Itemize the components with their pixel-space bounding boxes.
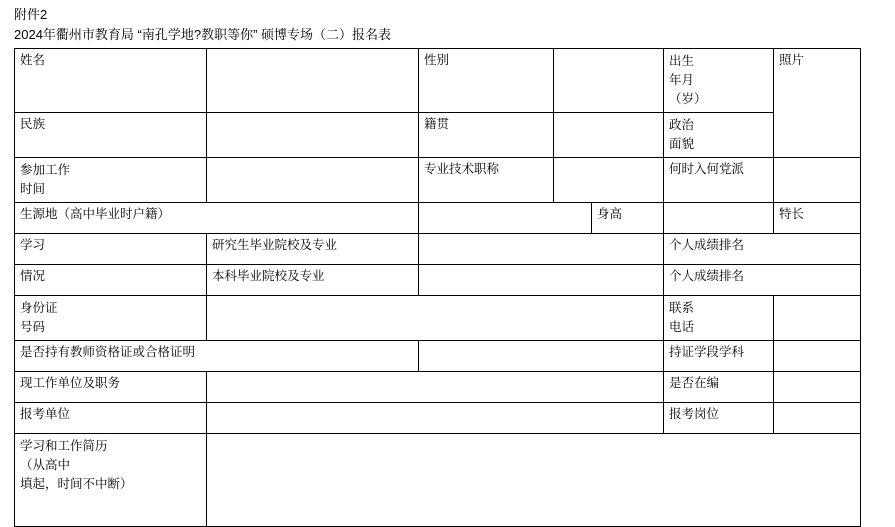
cell-gender-label: 性别 [419,49,554,113]
table-row [15,403,861,434]
cell-work-start-label [15,158,207,203]
cell-native-place-value[interactable] [554,113,664,158]
work-start-label-line2: 时间 [20,182,46,196]
cell-current-unit-value[interactable] [207,372,664,403]
cell-id-label [15,296,207,341]
id-label-line2: 号码 [20,320,46,334]
cell-study-label-line1: 学习 [15,234,207,265]
table-row [15,49,861,113]
cell-staffing-label: 是否在编 [664,372,774,403]
cell-work-start-value[interactable] [207,158,419,203]
id-label-line1: 身份证 [20,301,58,315]
cell-contact-value[interactable] [774,296,861,341]
cell-birth-label [664,49,774,113]
cell-party-value[interactable] [774,158,861,203]
cell-native-place-label: 籍贯 [419,113,554,158]
cell-cert-stage-label: 持证学段学科 [664,341,774,372]
cell-height-label: 身高 [592,203,664,234]
document-title: 2024年衢州市教育局 “南孔学地?教职等你” 硕博专场（二）报名表 [14,27,392,42]
cell-undergrad-rank-label: 个人成绩排名 [664,265,861,296]
table-row [15,341,861,372]
contact-label-line1: 联系 [669,301,695,315]
cell-apply-post-value[interactable] [774,403,861,434]
cell-name-label: 姓名 [15,49,207,113]
history-label-line1: 学习和工作简历 [20,439,108,453]
cell-grad-school-label: 研究生毕业院校及专业 [207,234,419,265]
cell-party-label: 何时入何党派 [664,158,774,203]
history-label-line3: 填起，时间不中断） [20,477,133,491]
political-label-line2: 面貌 [669,137,695,151]
history-label-line2: （从高中 [20,458,71,472]
cell-apply-unit-label: 报考单位 [15,403,207,434]
cell-apply-post-label: 报考岗位 [664,403,774,434]
cell-photo-label: 照片 [774,49,861,158]
cell-ethnicity-label: 民族 [15,113,207,158]
cell-contact-label [664,296,774,341]
cell-history-value[interactable] [207,434,861,527]
cell-grad-school-value[interactable] [419,234,664,265]
contact-label-line2: 电话 [669,320,695,334]
political-label-line1: 政治 [669,118,695,132]
table-row [15,234,861,265]
cell-prof-title-label: 专业技术职称 [419,158,554,203]
cell-id-value[interactable] [207,296,664,341]
registration-form-table [14,48,861,527]
table-row [15,203,861,234]
cell-undergrad-school-label: 本科毕业院校及专业 [207,265,419,296]
cell-prof-title-value[interactable] [554,158,664,203]
cell-history-label [15,434,207,527]
cell-gender-value[interactable] [554,49,664,113]
cell-teacher-cert-label: 是否持有教师资格证或合格证明 [15,341,419,372]
cell-height-value[interactable] [664,203,774,234]
cell-undergrad-school-value[interactable] [419,265,664,296]
cell-origin-label: 生源地（高中毕业时户籍） [15,203,419,234]
table-row [15,113,861,158]
table-row [15,296,861,341]
cell-ethnicity-value[interactable] [207,113,419,158]
cell-apply-unit-value[interactable] [207,403,664,434]
table-row [15,372,861,403]
cell-name-value[interactable] [207,49,419,113]
cell-origin-value[interactable] [419,203,592,234]
work-start-label-line1: 参加工作 [20,163,71,177]
cell-teacher-cert-value[interactable] [419,341,664,372]
cell-grad-rank-label: 个人成绩排名 [664,234,861,265]
cell-cert-stage-value[interactable] [774,341,861,372]
birth-label-line1: 出生 [669,54,695,68]
cell-political-label [664,113,774,158]
birth-label-line3: （岁） [669,92,707,106]
cell-study-label-line2: 情况 [15,265,207,296]
cell-specialty-label: 特长 [774,203,861,234]
table-row [15,158,861,203]
birth-label-line2: 年月 [669,73,695,87]
table-row [15,434,861,527]
cell-staffing-value[interactable] [774,372,861,403]
cell-current-unit-label: 现工作单位及职务 [15,372,207,403]
attachment-label: 附件2 [14,7,48,22]
table-row [15,265,861,296]
